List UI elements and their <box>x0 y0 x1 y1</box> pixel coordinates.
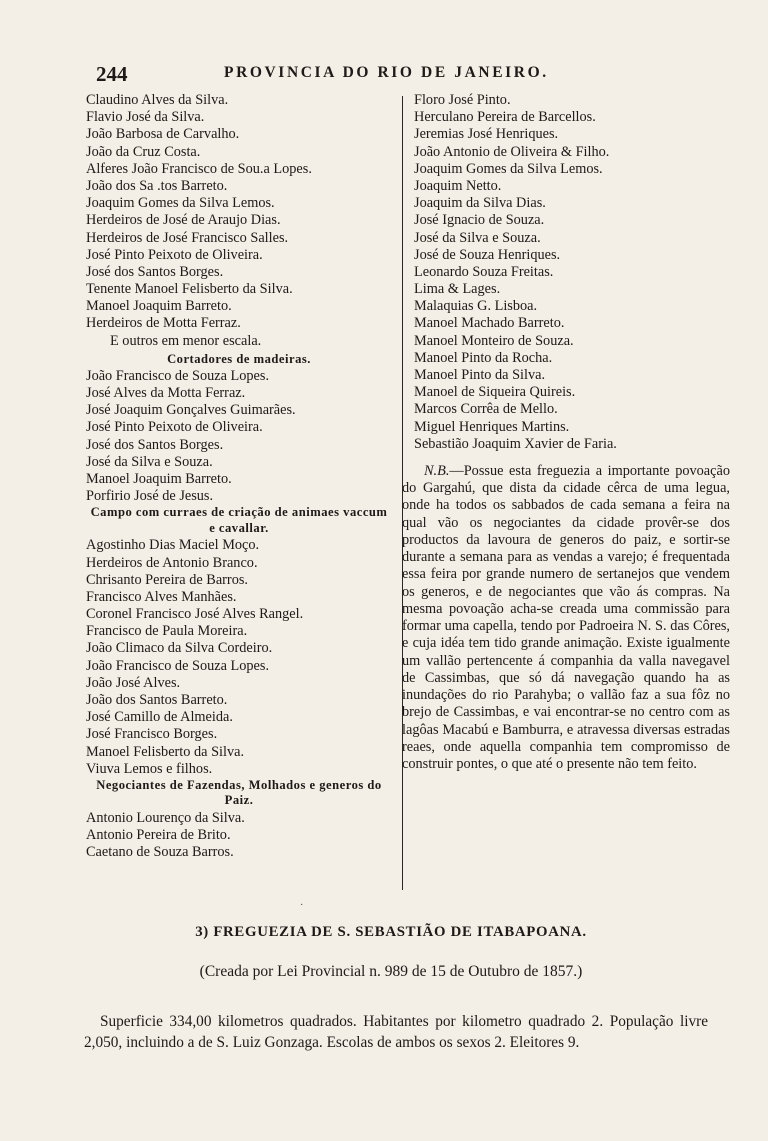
statistics-paragraph: Superficie 334,00 kilometros quadrados. Habitantes por kilometro quadrado 2. População livre 2,050, incluindo a de S. Luiz Gonzaga. Escolas de ambos os sexos 2. Eleitores 9. <box>84 1013 708 1051</box>
running-head: PROVINCIA DO RIO DE JANEIRO. <box>224 64 549 81</box>
list-item: João Climaco da Silva Cordeiro. <box>86 640 273 657</box>
list-item: João Barbosa de Carvalho. <box>86 126 240 143</box>
list-item: Manoel Felisberto da Silva. <box>86 743 245 760</box>
list-item: Porfirio José de Jesus. <box>86 488 214 505</box>
list-item: João José Alves. <box>86 674 181 691</box>
page-number: 244 <box>96 62 128 86</box>
nb-text: —Possue esta freguezia a importante povoação do Gargahú, que dista da cidade cêrca de uma legua, onde ha todos os sabbados de cada semana a feira na qual vão os negociantes da cidade provêr-se dos productos da lavoura de generos do paiz, e sortir-se durante a semana para as vendas a varejo; é frequentada essa feira por grande numero de sertanejos que vendem os generos, e de negociantes que vão ás compras. Na mesma povoação acha-se creada uma commissão para formar uma capella, tendo por Padroeira N. S. das Côres, e cuja idéa tem tido grande animação. Existe igualmente um vallão pertencente á companhia da valla navegavel de Cassimbas, que só dá navegação quando ha as inundações do rio Parahyba; o vallão faz a sua fôz no brejo de Cassimbas, e vai encontrar-se no centro com as lagôas Macabú e Bamburra, e atravessa diversas estradas reaes, onde aquella companhia tem compromisso de construir pontes, o que até o presente não tem feito. <box>402 462 730 773</box>
list-item: Antonio Lourenço da Silva. <box>86 809 245 826</box>
list-item: João dos Sa .tos Barreto. <box>86 177 228 194</box>
list-item: José dos Santos Borges. <box>86 263 224 280</box>
list-item: Manoel Machado Barreto. <box>414 315 565 332</box>
list-item: Claudino Alves da Silva. <box>86 92 229 108</box>
right-column <box>400 92 730 773</box>
names-list-top <box>86 92 392 350</box>
list-item: Coronel Francisco José Alves Rangel. <box>86 606 304 623</box>
list-item: José Joaquim Gonçalves Guimarães. <box>86 402 296 419</box>
list-item: Chrisanto Pereira de Barros. <box>86 571 248 588</box>
list-item: Manoel Joaquim Barreto. <box>86 470 232 487</box>
list-item: Caetano de Souza Barros. <box>86 844 234 861</box>
list-item: Flavio José da Silva. <box>86 109 205 126</box>
list-item: Francisco Alves Manhães. <box>86 588 237 605</box>
list-item: Joaquim Netto. <box>414 177 502 194</box>
list-item: Manoel Joaquim Barreto. <box>86 298 232 315</box>
list-item: Manoel Monteiro de Souza. <box>414 332 574 349</box>
creation-note: (Creada por Lei Provincial n. 989 de 15 de Outubro de 1857.) <box>199 963 583 980</box>
list-item: Joaquim Gomes da Silva Lemos. <box>414 160 603 177</box>
list-item: Herdeiros de José Francisco Salles. <box>86 229 289 246</box>
list-item: Marcos Corrêa de Mello. <box>414 401 558 418</box>
list-item: Manoel Pinto da Silva. <box>414 367 546 383</box>
heading-campo: Campo com curraes de criação de animaes vaccum e cavallar. <box>90 505 388 535</box>
list-item: Herdeiros de José de Araujo Dias. <box>86 212 281 229</box>
heading-cortadores: Cortadores de madeiras. <box>167 351 311 366</box>
list-item: Francisco de Paula Moreira. <box>86 623 248 640</box>
list-item: Lima & Lages. <box>414 281 501 298</box>
list-item: Joaquim Gomes da Silva Lemos. <box>86 195 275 212</box>
list-item: João Antonio de Oliveira & Filho. <box>414 143 610 160</box>
list-item: José da Silva e Souza. <box>414 229 541 246</box>
others-note: E outros em menor escala. <box>110 332 262 349</box>
list-item: Antonio Pereira de Brito. <box>86 827 231 844</box>
heading-negociantes: Negociantes de Fazendas, Molhados e generos do Paiz. <box>96 777 382 808</box>
nota-bene-paragraph <box>400 463 730 774</box>
list-item: João da Cruz Costa. <box>86 143 201 160</box>
section-title: 3) FREGUEZIA DE S. SEBASTIÃO DE ITABAPOANA. <box>195 924 587 940</box>
dot-mark: · <box>300 900 304 911</box>
list-item: José Pinto Peixoto de Oliveira. <box>86 419 263 436</box>
list-item: José Ignacio de Souza. <box>414 212 545 229</box>
list-item: Alferes João Francisco de Sou.a Lopes. <box>86 160 312 177</box>
list-item: José de Souza Henriques. <box>414 246 561 263</box>
list-item: José dos Santos Borges. <box>86 436 224 453</box>
list-item: Jeremias José Henriques. <box>414 126 559 143</box>
list-item: Manoel de Siqueira Quireis. <box>414 384 576 401</box>
list-item: José Francisco Borges. <box>86 726 218 743</box>
list-item: José da Silva e Souza. <box>86 453 213 470</box>
list-item: Joaquim da Silva Dias. <box>414 195 546 212</box>
list-item: Manoel Pinto da Rocha. <box>414 349 553 366</box>
negociantes-list <box>86 810 392 862</box>
list-item: Agostinho Dias Maciel Moço. <box>86 537 260 554</box>
list-item: Floro José Pinto. <box>414 92 511 108</box>
list-item: João Francisco de Souza Lopes. <box>86 657 270 674</box>
list-item: Viuva Lemos e filhos. <box>86 760 213 777</box>
list-item: Leonardo Souza Freitas. <box>414 263 554 280</box>
list-item: João Francisco de Souza Lopes. <box>86 367 270 384</box>
list-item: Herculano Pereira de Barcellos. <box>414 109 596 126</box>
list-item: José Alves da Motta Ferraz. <box>86 385 246 401</box>
list-item: Miguel Henriques Martins. <box>414 418 570 435</box>
list-item: Sebastião Joaquim Xavier de Faria. <box>414 435 617 452</box>
left-column <box>86 92 392 862</box>
nb-label: N.B. <box>424 462 450 479</box>
list-item: José Camillo de Almeida. <box>86 709 233 726</box>
list-item: Malaquias G. Lisboa. <box>414 298 538 315</box>
list-item: Herdeiros de Antonio Branco. <box>86 554 258 571</box>
list-item: José Pinto Peixoto de Oliveira. <box>86 246 263 263</box>
cortadores-list <box>86 368 392 506</box>
page-header <box>96 62 616 86</box>
campo-list <box>86 537 392 778</box>
names-list-right <box>400 92 730 453</box>
list-item: João dos Santos Barreto. <box>86 692 228 708</box>
list-item: Tenente Manoel Felisberto da Silva. <box>86 281 293 298</box>
list-item: Herdeiros de Motta Ferraz. <box>86 315 241 332</box>
